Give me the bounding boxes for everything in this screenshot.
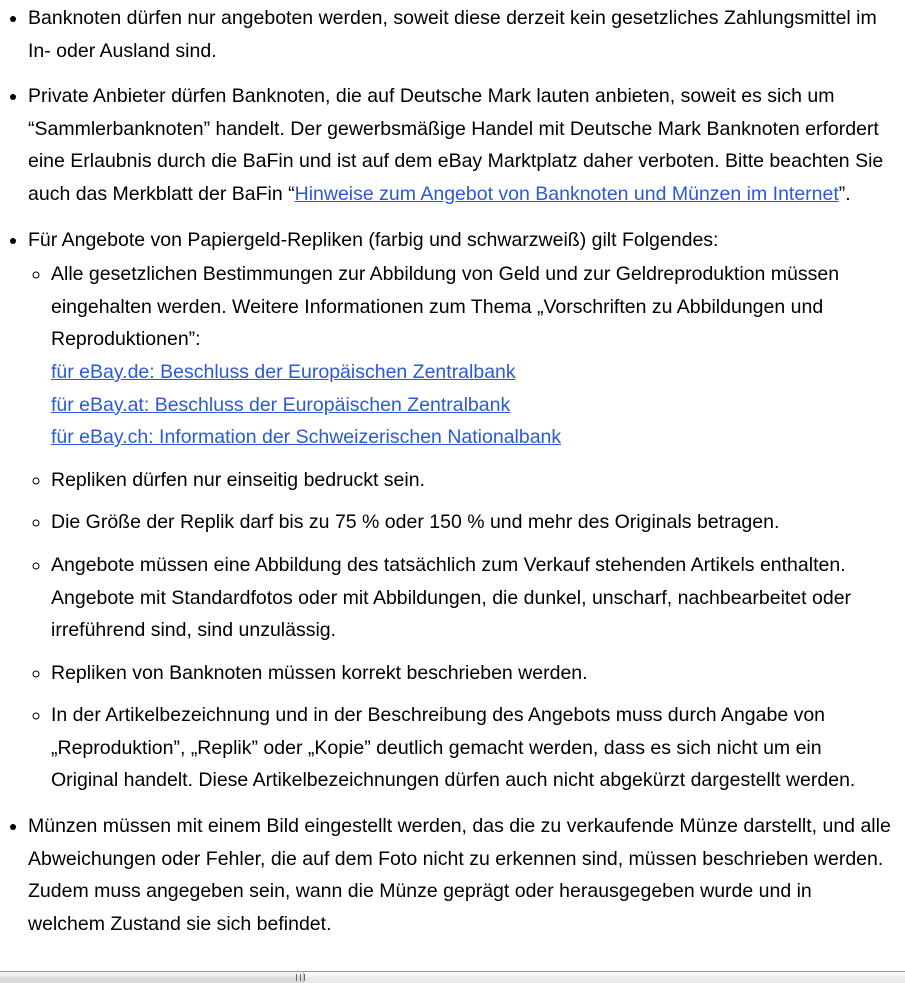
replik-sub-list	[28, 258, 893, 797]
link-ezb-beschluss-de[interactable]: für eBay.de: Beschluss der Europäischen Zentralbank	[51, 360, 516, 383]
policy-text-region	[0, 2, 905, 940]
paragraph-text	[28, 80, 893, 210]
paragraph-text: ◦ Repliken von Banknoten müssen korrekt beschrieben werden.	[51, 661, 588, 684]
sub-item-korrekt-beschrieben	[51, 657, 893, 690]
sub-item-artikelbezeichnung	[51, 699, 893, 797]
policy-bullet-list	[0, 2, 905, 940]
link-line	[51, 421, 893, 454]
scrollbar-thumb[interactable]	[0, 972, 304, 983]
list-item-private-anbieter	[28, 80, 893, 210]
paragraph-text: ◦ Angebote müssen eine Abbildung des tatsächlich zum Verkauf stehenden Artikels enthalten. Angebote mit Standardfotos oder mit Abbildungen, die dunkel, unscharf, nachbearbeitet oder irreführend sind, sind unzulässig.	[51, 553, 852, 642]
paragraph-text: ◦ Alle gesetzlichen Bestimmungen zur Abbildung von Geld und zur Geldreproduktion müssen eingehalten werden. Weitere Informationen zum Thema „Vorschriften zu Abbildungen und Reproduktionen”:	[51, 263, 840, 351]
list-item-papiergeld-repliken	[28, 224, 893, 798]
sub-item-abbildung-artikel	[51, 549, 893, 647]
horizontal-scrollbar[interactable]	[0, 971, 905, 983]
sub-item-einseitig-bedruckt	[51, 464, 893, 497]
sub-item-groesse-replik	[51, 506, 893, 539]
link-line	[51, 356, 893, 389]
paragraph-run: Private Anbieter dürfen Banknoten, die auf Deutsche Mark lauten anbieten, soweit es sich um “Sammlerbanknoten” handelt. Der gewerbsmäßige Handel mit Deutsche Mark Banknoten erfordert eine Erlaubnis durch die BaFin und ist auf dem eBay Marktplatz daher verboten. Bitte beachten Sie auch das Merkblatt der BaFin “	[28, 85, 884, 205]
link-ezb-beschluss-at[interactable]: für eBay.at: Beschluss der Europäischen Zentralbank	[51, 393, 511, 416]
paragraph-text: ◦ Die Größe der Replik darf bis zu 75 % oder 150 % und mehr des Originals betragen.	[51, 511, 780, 534]
sub-item-gesetzliche-bestimmungen	[51, 258, 893, 454]
paragraph-text: ◦ Repliken dürfen nur einseitig bedruckt sein.	[51, 468, 425, 491]
paragraph-text: ◦ In der Artikelbezeichnung und in der Beschreibung des Angebots muss durch Angabe von „Reproduktion”, „Replik” oder „Kopie” deutlich gemacht werden, dass es sich nicht um ein Original handelt. Diese Artikelbezeichnungen dürfen auch nicht abgekürzt dargestellt werden.	[51, 704, 856, 792]
paragraph-text: • Münzen müssen mit einem Bild eingestellt werden, das die zu verkaufende Münze darstellt, und alle Abweichungen oder Fehler, die auf dem Foto nicht zu erkennen sind, müssen beschrieben werden. Zudem muss angegeben sein, wann die Münze geprägt oder herausgegeben wurde und in welchem Zustand sie sich befindet.	[28, 815, 891, 935]
paragraph-text: • Für Angebote von Papiergeld-Repliken (farbig und schwarzweiß) gilt Folgendes:	[28, 228, 719, 251]
paragraph-text: • Banknoten dürfen nur angeboten werden, soweit diese derzeit kein gesetzliches Zahlungsmittel im In- oder Ausland sind.	[28, 7, 877, 62]
link-line	[51, 389, 893, 422]
list-item-banknoten-zahlungsmittel	[28, 2, 893, 67]
link-snb-information-ch[interactable]: für eBay.ch: Information der Schweizerischen Nationalbank	[51, 426, 562, 449]
resize-grip-icon[interactable]	[296, 974, 305, 981]
link-bafin-merkblatt[interactable]: Hinweise zum Angebot von Banknoten und Münzen im Internet	[294, 182, 839, 205]
paragraph-run: ”.	[838, 182, 851, 205]
list-item-muenzen-bild	[28, 810, 893, 940]
